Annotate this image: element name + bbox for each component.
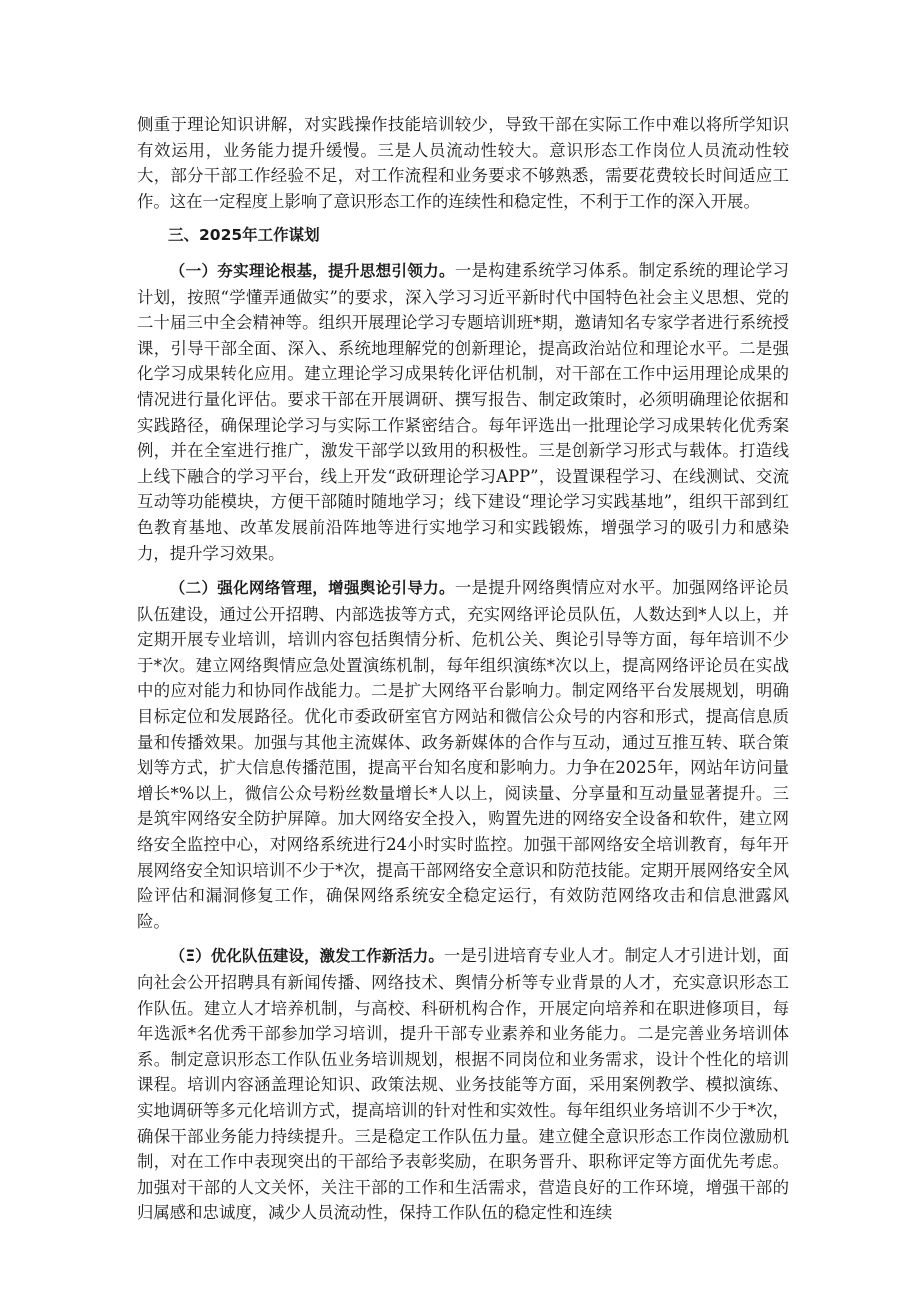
- section-1-body: 一是构建系统学习体系。制定系统的理论学习计划，按照“学懂弄通做实”的要求，深入学习习近平新时代中国特色社会主义思想、党的二十届三中全会精神等。组织开展理论学习专题培训班*期，邀请知名专家学者进行系统授课，引导干部全面、深入、系统地理解党的创新理论，提高政治站位和理论水平。二是强化学习成果转化应用。建立理论学习成果转化评估机制，对干部在工作中运用理论成果的情况进行量化评估。要求干部在开展调研、撰写报告、制定政策时，必须明确理论依据和实践路径，确保理论学习与实际工作紧密结合。每年评选出一批理论学习成果转化优秀案例，并在全室进行推广，激发干部学以致用的积极性。三是创新学习形式与载体。打造线上线下融合的学习平台，线上开发“政研理论学习APP”，设置课程学习、在线测试、交流互动等功能模块，方便干部随时随地学习；线下建设“理论学习实践基地”，组织干部到红色教育基地、改革发展前沿阵地等进行实地学习和实践锻炼，增强学习的吸引力和感染力，提升学习效果。: [137, 260, 789, 563]
- section-2-lead: （二）强化网络管理，增强舆论引导力。: [169, 579, 455, 598]
- paragraph-section-2: [137, 575, 789, 934]
- section-3-body: 一是引进培育专业人才。制定人才引进计划，面向社会公开招聘具有新闻传播、网络技术、舆情分析等专业背景的人才，充实意识形态工作队伍。建立人才培养机制，与高校、科研机构合作，开展定向培养和在职进修项目，每年选派*名优秀干部参加学习培训，提升干部专业素养和业务能力。二是完善业务培训体系。制定意识形态工作队伍业务培训规划，根据不同岗位和业务需求，设计个性化的培训课程。培训内容涵盖理论知识、政策法规、业务技能等方面，采用案例教学、模拟演练、实地调研等多元化培训方式，提高培训的针对性和实效性。每年组织业务培训不少于*次，确保干部业务能力持续提升。三是稳定工作队伍力量。建立健全意识形态工作岗位激励机制，对在工作中表现突出的干部给予表彰奖励，在职务晋升、职称评定等方面优先考虑。加强对干部的人文关怀，关注干部的工作和生活需求，营造良好的工作环境，增强干部的归属感和忠诚度，减少人员流动性，保持工作队伍的稳定性和连续: [137, 946, 790, 1223]
- paragraph-section-3: [137, 943, 789, 1226]
- section-3-lead: （Ξ）优化队伍建设，激发工作新活力。: [169, 947, 444, 966]
- paragraph-section-1: [137, 258, 789, 566]
- section-1-lead: （一）夯实理论根基，提升思想引领力。: [169, 261, 455, 280]
- paragraph-continued: 侧重于理论知识讲解，对实践操作技能培训较少，导致干部在实际工作中难以将所学知识有效运用，业务能力提升缓慢。三是人员流动性较大。意识形态工作岗位人员流动性较大，部分干部工作经验不足，对工作流程和业务要求不够熟悉，需要花费较长时间适应工作。这在一定程度上影响了意识形态工作的连续性和稳定性，不利于工作的深入开展。: [137, 115, 789, 211]
- section-2-body: 一是提升网络舆情应对水平。加强网络评论员队伍建设，通过公开招聘、内部选拔等方式，充实网络评论员队伍，人数达到*人以上，并定期开展专业培训，培训内容包括舆情分析、危机公关、舆论引导等方面，每年培训不少于*次。建立网络舆情应急处置演练机制，每年组织演练*次以上，提高网络评论员在实战中的应对能力和协同作战能力。二是扩大网络平台影响力。制定网络平台发展规划，明确目标定位和发展路径。优化市委政研室官方网站和微信公众号的内容和形式，提高信息质量和传播效果。加强与其他主流媒体、政务新媒体的合作与互动，通过互推互转、联合策划等方式，扩大信息传播范围，提高平台知名度和影响力。力争在2025年，网站年访问量增长*%以上，微信公众号粉丝数量增长*人以上，阅读量、分享量和互动量显著提升。三是筑牢网络安全防护屏障。加大网络安全投入，购置先进的网络安全设备和软件，建立网络安全监控中心，对网络系统进行24小时实时监控。加强干部网络安全培训教育，每年开展网络安全知识培训不少于*次，提高干部网络安全意识和防范技能。定期开展网络安全风险评估和漏洞修复工作，确保网络系统安全稳定运行，有效防范网络攻击和信息泄露风险。: [137, 578, 789, 931]
- document-page: [137, 112, 789, 1235]
- section-heading: 三、2025年工作谋划: [168, 226, 320, 245]
